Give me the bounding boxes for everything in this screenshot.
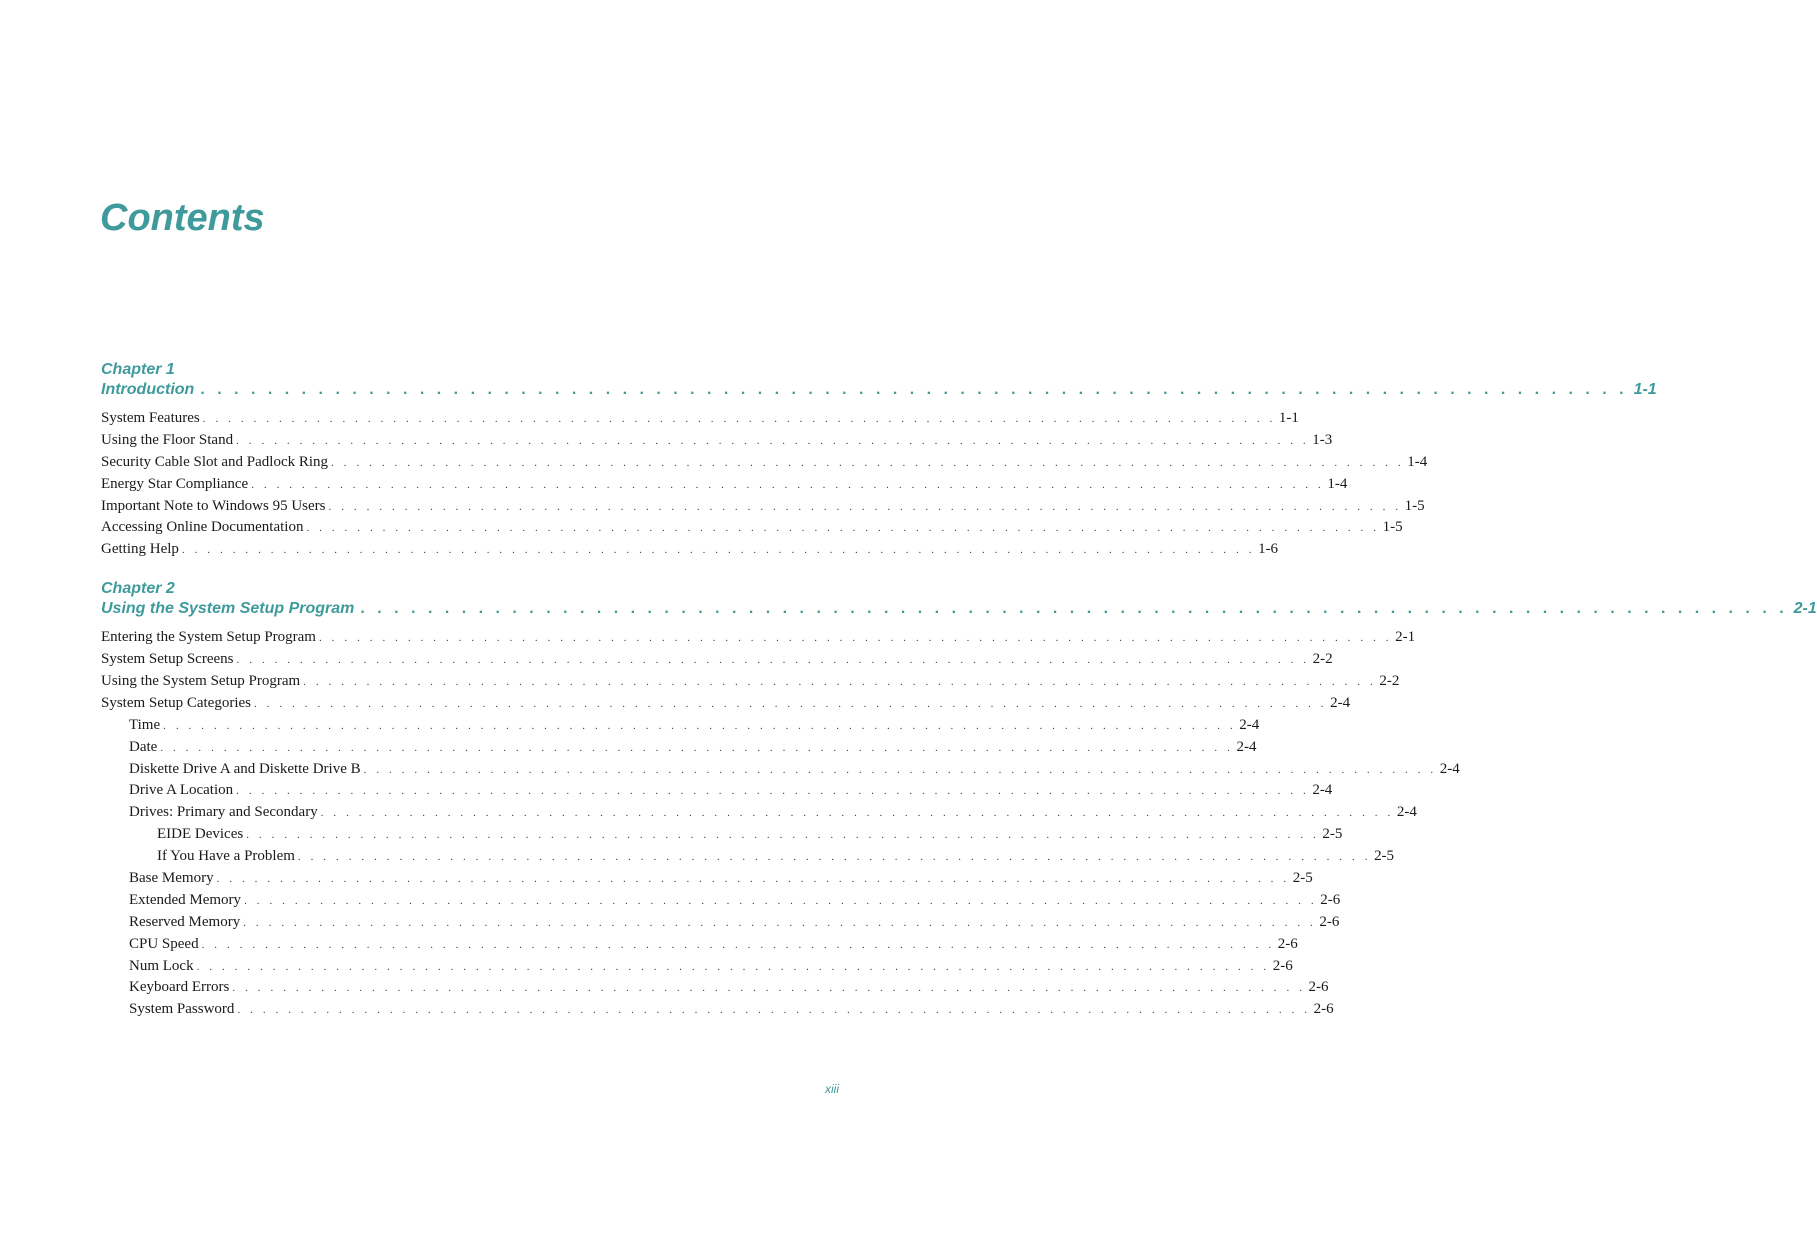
dot-leader: . . . . . . . . . . . . . . . . . . . . . . . . . . . . . . . . . . . . . . . . . . . . . . . . . . . . . . . . . . . . . . . . . . . . . . . . . . . . . . . . . . . . . [320,807,1394,820]
toc-entry-page: 2-6 [1308,979,1329,996]
dot-leader: . . . . . . . . . . . . . . . . . . . . . . . . . . . . . . . . . . . . . . . . . . . . . . . . . . . . . . . . . . . . . . . . . . . . . . . . . . . . . . . . . . . . . [363,763,1437,776]
toc-entry-label: Drive A Location [129,782,234,799]
dot-leader: . . . . . . . . . . . . . . . . . . . . . . . . . . . . . . . . . . . . . . . . . . . . . . . . . . . . . . . . . . . . . . . . . . . . . . . . . . . . . . . . . . . . . [306,522,1380,535]
toc-entry-page: 2-4 [1312,782,1333,799]
chapter-number: Chapter 2 [101,580,175,598]
dot-leader: . . . . . . . . . . . . . . . . . . . . . . . . . . . . . . . . . . . . . . . . . . . . . . . . . . . . . . . . . . . . . . . . . . . . . . . . . . . . . . . . . . . . . [331,456,1405,469]
toc-entry[interactable] [101,627,1416,649]
dot-leader: . . . . . . . . . . . . . . . . . . . . . . . . . . . . . . . . . . . . . . . . . . . . . . . . . . . . . . . . . . . . . . . . . . . . . . . . . . . . . . . . . . . . . [201,938,1275,951]
toc-entry-label: Keyboard Errors [129,979,230,996]
dot-leader: . . . . . . . . . . . . . . . . . . . . . . . . . . . . . . . . . . . . . . . . . . . . . . . . . . . . . . . . . . . . . . . . . . . . . . . . . . . . . . . . . . . . . [254,697,1328,710]
toc-entry-page: 2-6 [1313,1001,1334,1018]
page-number: xiii [825,1082,839,1096]
toc-entry-label: System Features [101,410,200,426]
chapter-title: Using the System Setup Program [101,600,355,618]
toc-entry-label: EIDE Devices [157,826,244,843]
toc-entry-page: 2-5 [1322,826,1343,843]
chapter-title: Introduction [101,381,195,398]
dot-leader: . . . . . . . . . . . . . . . . . . . . . . . . . . . . . . . . . . . . . . . . . . . . . . . . . . . . . . . . . . . . . . . . . . . . . . . . . . . . . . . . . . . . . [196,960,1270,973]
chapter-section [101,360,1657,561]
toc-entry[interactable] [101,474,1348,496]
toc-entry-label: Time [129,716,161,733]
chapter-number: Chapter 1 [101,361,175,378]
toc-entry-page: 2-6 [1272,957,1293,974]
toc-entry-page: 1-5 [1382,519,1403,536]
chapter-section [101,579,1817,1021]
toc-entry[interactable] [101,846,1395,868]
toc-entry-label: Date [129,738,158,755]
toc-entry-label: CPU Speed [129,935,199,952]
toc-entry-page: 2-6 [1319,913,1340,930]
toc-entry[interactable] [101,977,1329,999]
dot-leader: . . . . . . . . . . . . . . . . . . . . . . . . . . . . . . . . . . . . . . . . . . . . . . . . . . . . . . . . . . . . . . . . . . . . . . . . . . . . . . . . . . . . . [328,500,1402,513]
chapter-page-number: 2-1 [1793,600,1817,618]
toc-entry-label: Getting Help [101,541,179,558]
toc-entry-page: 1-4 [1407,453,1428,470]
dot-leader: . . . . . . . . . . . . . . . . . . . . . . . . . . . . . . . . . . . . . . . . . . . . . . . . . . . . . . . . . . . . . . . . . . . . . . . . . . . . . . . . . . . . . [236,785,1310,798]
toc-entry-label: Using the System Setup Program [101,673,301,690]
table-of-contents [101,360,1817,1039]
toc-entry-page: 2-4 [1330,694,1351,711]
toc-entry-page: 1-1 [1278,410,1299,426]
dot-leader: . . . . . . . . . . . . . . . . . . . . . . . . . . . . . . . . . . . . . . . . . . . . . . . . . . . . . . . . . . . . . . . . . . . . . . . . . . . . . . . . . . . . . [232,982,1306,995]
dot-leader: . . . . . . . . . . . . . . . . . . . . . . . . . . . . . . . . . . . . . . . . . . . . . . . . . . . . . . . . . . . . . . . . . . . . . . . . . . . . . . . . . . . . . [202,413,1276,425]
toc-entry-page: 1-6 [1258,541,1279,558]
dot-leader: . . . . . . . . . . . . . . . . . . . . . . . . . . . . . . . . . . . . . . . . . . . . . . . . . . . . . . . . . . . . . . . . . . . . . . . . . . . . . . . . . . . . . [251,478,1325,491]
toc-entry[interactable] [101,430,1333,452]
toc-entry[interactable] [101,759,1460,781]
toc-entry[interactable] [101,671,1400,693]
toc-entry[interactable] [101,802,1417,824]
toc-entry-label: Extended Memory [129,891,242,908]
dot-leader: . . . . . . . . . . . . . . . . . . . . . . . . . . . . . . . . . . . . . . . . . . . . . . . . . . . . . . . . . . . . . . . . . . . . . . . . . . . . . . . . . . . . . [318,632,1393,645]
dot-leader: . . . . . . . . . . . . . . . . . . . . . . . . . . . . . . . . . . . . . . . . . . . . . . . . . . . . . . . . . . . . . . . . . . . . . . . . . . . . . . . . . . . . . [236,434,1310,447]
toc-entry-label: System Password [129,1001,235,1018]
toc-entry-label: Entering the System Setup Program [101,629,316,646]
dot-leader: . . . . . . . . . . . . . . . . . . . . . . . . . . . . . . . . . . . . . . . . . . . . . . . . . . . . . . . . . . . . . . . . . . . . . . . . . . . . . . . . . . . . . [244,894,1318,907]
toc-entry[interactable] [101,649,1333,671]
chapter-title-link[interactable] [101,599,1817,619]
toc-entry[interactable] [101,452,1428,474]
toc-entry-label: Num Lock [129,957,194,974]
toc-entry-page: 2-4 [1396,804,1417,821]
toc-entry[interactable] [101,496,1425,518]
toc-entry[interactable] [101,408,1299,430]
dot-leader: . . . . . . . . . . . . . . . . . . . . . . . . . . . . . . . . . . . . . . . . . . . . . . . . . . . . . . . . . . . . . . . . . . . . . . . . . . . . . . . . . . . . . [181,544,1256,557]
toc-entry-label: Security Cable Slot and Padlock Ring [101,453,329,470]
toc-entry[interactable] [101,780,1333,802]
toc-entry-label: System Setup Categories [101,694,251,711]
dot-leader: . . . . . . . . . . . . . . . . . . . . . . . . . . . . . . . . . . . . . . . . . . . . . . . . . . . . . . . . . . . . . . . . . . . . . . . . . . . . . . . . . . . . . [297,851,1372,864]
toc-entry-label: Base Memory [129,870,214,887]
toc-entry-label: Drives: Primary and Secondary [129,804,318,821]
toc-entry-page: 2-1 [1395,629,1416,646]
toc-entry-label: Accessing Online Documentation [101,519,304,536]
dot-leader: . . . . . . . . . . . . . . . . . . . . . . . . . . . . . . . . . . . . . . . . . . . . . . . . . . . . . . . . . . . . . . . . . . . . . . . . . . . . . . . . . . . . . [243,916,1317,929]
toc-entry-label: Diskette Drive A and Diskette Drive B [129,760,361,777]
toc-entry-page: 2-6 [1277,935,1298,952]
dot-leader: . . . . . . . . . . . . . . . . . . . . . . . . . . . . . . . . . . . . . . . . . . . . . . . . . . . . . . . . . . . . . . . . . . . . . . . . . . . . . . . . . . . . . [360,600,1788,618]
toc-entry-label: Energy Star Compliance [101,475,249,492]
toc-entry[interactable] [101,868,1313,890]
toc-entry[interactable] [101,715,1260,737]
toc-entry-page: 2-6 [1320,891,1341,908]
toc-entry-page: 2-4 [1439,760,1460,777]
toc-entry[interactable] [101,824,1343,846]
toc-entry-page: 1-4 [1327,475,1348,492]
toc-entry-page: 2-2 [1312,651,1333,668]
toc-entry-label: System Setup Screens [101,651,234,668]
toc-entry[interactable] [101,539,1279,561]
toc-entry[interactable] [101,517,1403,539]
dot-leader: . . . . . . . . . . . . . . . . . . . . . . . . . . . . . . . . . . . . . . . . . . . . . . . . . . . . . . . . . . . . . . . . . . . . . . . . . . . . . . . . . . . . . [246,829,1320,842]
toc-entry-label: Important Note to Windows 95 Users [101,497,326,514]
toc-entry[interactable] [101,737,1257,759]
toc-entry-page: 1-5 [1404,497,1425,514]
toc-entry[interactable] [101,890,1341,912]
chapter-title-link[interactable] [101,380,1657,400]
toc-entry[interactable] [101,693,1351,715]
dot-leader: . . . . . . . . . . . . . . . . . . . . . . . . . . . . . . . . . . . . . . . . . . . . . . . . . . . . . . . . . . . . . . . . . . . . . . . . . . . . . . . . . . . . . [160,741,1234,754]
toc-entry-page: 2-5 [1374,848,1395,865]
toc-entry-page: 1-3 [1312,431,1333,448]
toc-entry-page: 2-2 [1379,673,1400,690]
toc-entry[interactable] [101,999,1334,1021]
dot-leader: . . . . . . . . . . . . . . . . . . . . . . . . . . . . . . . . . . . . . . . . . . . . . . . . . . . . . . . . . . . . . . . . . . . . . . . . . . . . . . . . . . . . . [303,676,1377,689]
toc-entry[interactable] [101,934,1298,956]
toc-entry[interactable] [101,912,1340,934]
toc-entry-page: 2-4 [1236,738,1257,755]
toc-entry-page: 2-5 [1292,870,1313,887]
toc-entry[interactable] [101,956,1293,978]
toc-entry-label: Reserved Memory [129,913,241,930]
toc-entry-label: If You Have a Problem [157,848,295,865]
dot-leader: . . . . . . . . . . . . . . . . . . . . . . . . . . . . . . . . . . . . . . . . . . . . . . . . . . . . . . . . . . . . . . . . . . . . . . . . . . . . . . . . . . . . . [236,654,1310,667]
dot-leader: . . . . . . . . . . . . . . . . . . . . . . . . . . . . . . . . . . . . . . . . . . . . . . . . . . . . . . . . . . . . . . . . . . . . . . . . . . . . . . . . . . . . . [200,381,1628,398]
chapter-page-number: 1-1 [1633,381,1657,398]
toc-entry-page: 2-4 [1239,716,1260,733]
toc-entry-label: Using the Floor Stand [101,431,234,448]
dot-leader: . . . . . . . . . . . . . . . . . . . . . . . . . . . . . . . . . . . . . . . . . . . . . . . . . . . . . . . . . . . . . . . . . . . . . . . . . . . . . . . . . . . . . [237,1004,1311,1017]
dot-leader: . . . . . . . . . . . . . . . . . . . . . . . . . . . . . . . . . . . . . . . . . . . . . . . . . . . . . . . . . . . . . . . . . . . . . . . . . . . . . . . . . . . . . [216,873,1290,886]
dot-leader: . . . . . . . . . . . . . . . . . . . . . . . . . . . . . . . . . . . . . . . . . . . . . . . . . . . . . . . . . . . . . . . . . . . . . . . . . . . . . . . . . . . . . [163,719,1237,732]
page-title: Contents [100,197,265,239]
